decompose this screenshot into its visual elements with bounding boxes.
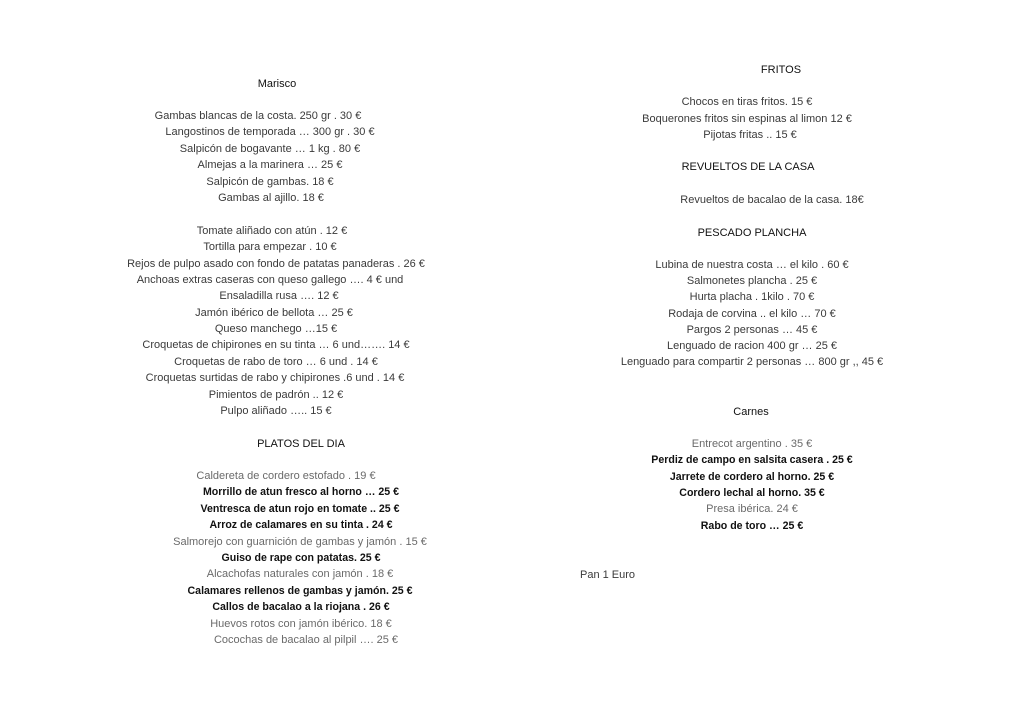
entrantes-item: Pimientos de padrón .. 12 € bbox=[208, 388, 344, 401]
entrantes-item: Tomate aliñado con atún . 12 € bbox=[196, 225, 348, 237]
marisco-item: Almejas a la marinera … 25 € bbox=[197, 159, 343, 172]
platos-del-dia-item: Ventresca de atun rojo en tomate .. 25 € bbox=[200, 502, 400, 515]
carnes-item: Cordero lechal al horno. 35 € bbox=[679, 486, 825, 499]
pescado-plancha-item: Lubina de nuestra costa … el kilo . 60 € bbox=[655, 259, 849, 271]
platos-del-dia-item: Morrillo de atun fresco al horno … 25 € bbox=[202, 486, 400, 499]
entrantes-item: Jamón ibérico de bellota … 25 € bbox=[195, 306, 353, 319]
entrantes-item: Croquetas surtidas de rabo y chipirones .6 und . 14 € bbox=[145, 372, 405, 385]
fritos-item: Chocos en tiras fritos. 15 € bbox=[681, 96, 813, 108]
entrantes-item: Croquetas de chipirones en su tinta … 6 und……. 14 € bbox=[142, 339, 410, 352]
entrantes-item: Ensaladilla rusa …. 12 € bbox=[219, 290, 339, 303]
platos-del-dia-item: Salmorejo con guarnición de gambas y jamón . 15 € bbox=[173, 535, 427, 548]
marisco-heading: Marisco bbox=[257, 78, 297, 90]
marisco-item: Langostinos de temporada … 300 gr . 30 € bbox=[165, 126, 375, 139]
entrantes-item: Tortilla para empezar . 10 € bbox=[203, 241, 337, 254]
pescado-plancha-item: Hurta placha . 1kilo . 70 € bbox=[689, 291, 815, 304]
entrantes-item: Pulpo aliñado ….. 15 € bbox=[220, 404, 332, 417]
pescado-plancha-heading: PESCADO PLANCHA bbox=[697, 227, 807, 239]
fritos-item: Boquerones fritos sin espinas al limon 12 € bbox=[642, 112, 852, 125]
pescado-plancha-item: Rodaja de corvina .. el kilo … 70 € bbox=[668, 307, 836, 320]
platos-del-dia-item: Guiso de rape con patatas. 25 € bbox=[221, 552, 381, 564]
carnes-heading: Carnes bbox=[733, 406, 769, 418]
platos-del-dia-item: Calamares rellenos de gambas y jamón. 25 € bbox=[187, 584, 413, 597]
entrantes-item: Queso manchego …15 € bbox=[214, 323, 338, 336]
revueltos-heading: REVUELTOS DE LA CASA bbox=[681, 161, 815, 173]
platos-del-dia-item: Alcachofas naturales con jamón . 18 € bbox=[206, 568, 394, 581]
pescado-plancha-item: Pargos 2 personas … 45 € bbox=[686, 323, 818, 336]
fritos-item: Pijotas fritas .. 15 € bbox=[703, 129, 797, 141]
carnes-item: Presa ibérica. 24 € bbox=[706, 503, 798, 516]
platos-del-dia-item: Arroz de calamares en su tinta . 24 € bbox=[209, 519, 393, 532]
platos-del-dia-item: Caldereta de cordero estofado . 19 € bbox=[196, 470, 376, 482]
carnes-item: Jarrete de cordero al horno. 25 € bbox=[669, 470, 835, 483]
carnes-item: Rabo de toro … 25 € bbox=[700, 519, 804, 532]
entrantes-item: Anchoas extras caseras con queso gallego …. 4 € und bbox=[136, 274, 404, 287]
marisco-item: Salpicón de gambas. 18 € bbox=[206, 175, 334, 188]
entrantes-item: Rejos de pulpo asado con fondo de patatas panaderas . 26 € bbox=[127, 257, 425, 270]
carnes-item: Perdiz de campo en salsita casera . 25 € bbox=[651, 454, 853, 467]
pescado-plancha-item: Lenguado de racion 400 gr … 25 € bbox=[666, 340, 838, 352]
fritos-heading: FRITOS bbox=[760, 64, 802, 76]
marisco-item: Gambas blancas de la costa. 250 gr . 30 € bbox=[154, 110, 362, 122]
platos-del-dia-item: Callos de bacalao a la riojana . 26 € bbox=[212, 601, 390, 614]
pescado-plancha-item: Lenguado para compartir 2 personas … 800 gr ,, 45 € bbox=[620, 356, 884, 369]
revueltos-item: Revueltos de bacalao de la casa. 18€ bbox=[680, 194, 864, 206]
carnes-item: Entrecot argentino . 35 € bbox=[691, 438, 813, 450]
marisco-item: Salpicón de bogavante … 1 kg . 80 € bbox=[179, 142, 361, 155]
platos-del-dia-item: Huevos rotos con jamón ibérico. 18 € bbox=[210, 617, 392, 630]
bread-price-note: Pan 1 Euro bbox=[580, 569, 636, 581]
pescado-plancha-item: Salmonetes plancha . 25 € bbox=[686, 275, 818, 288]
marisco-item: Gambas al ajillo. 18 € bbox=[218, 192, 324, 204]
platos-del-dia-item: Cocochas de bacalao al pilpil …. 25 € bbox=[213, 634, 399, 646]
platos-del-dia-heading: PLATOS DEL DIA bbox=[257, 438, 345, 450]
entrantes-item: Croquetas de rabo de toro … 6 und . 14 € bbox=[174, 355, 378, 368]
